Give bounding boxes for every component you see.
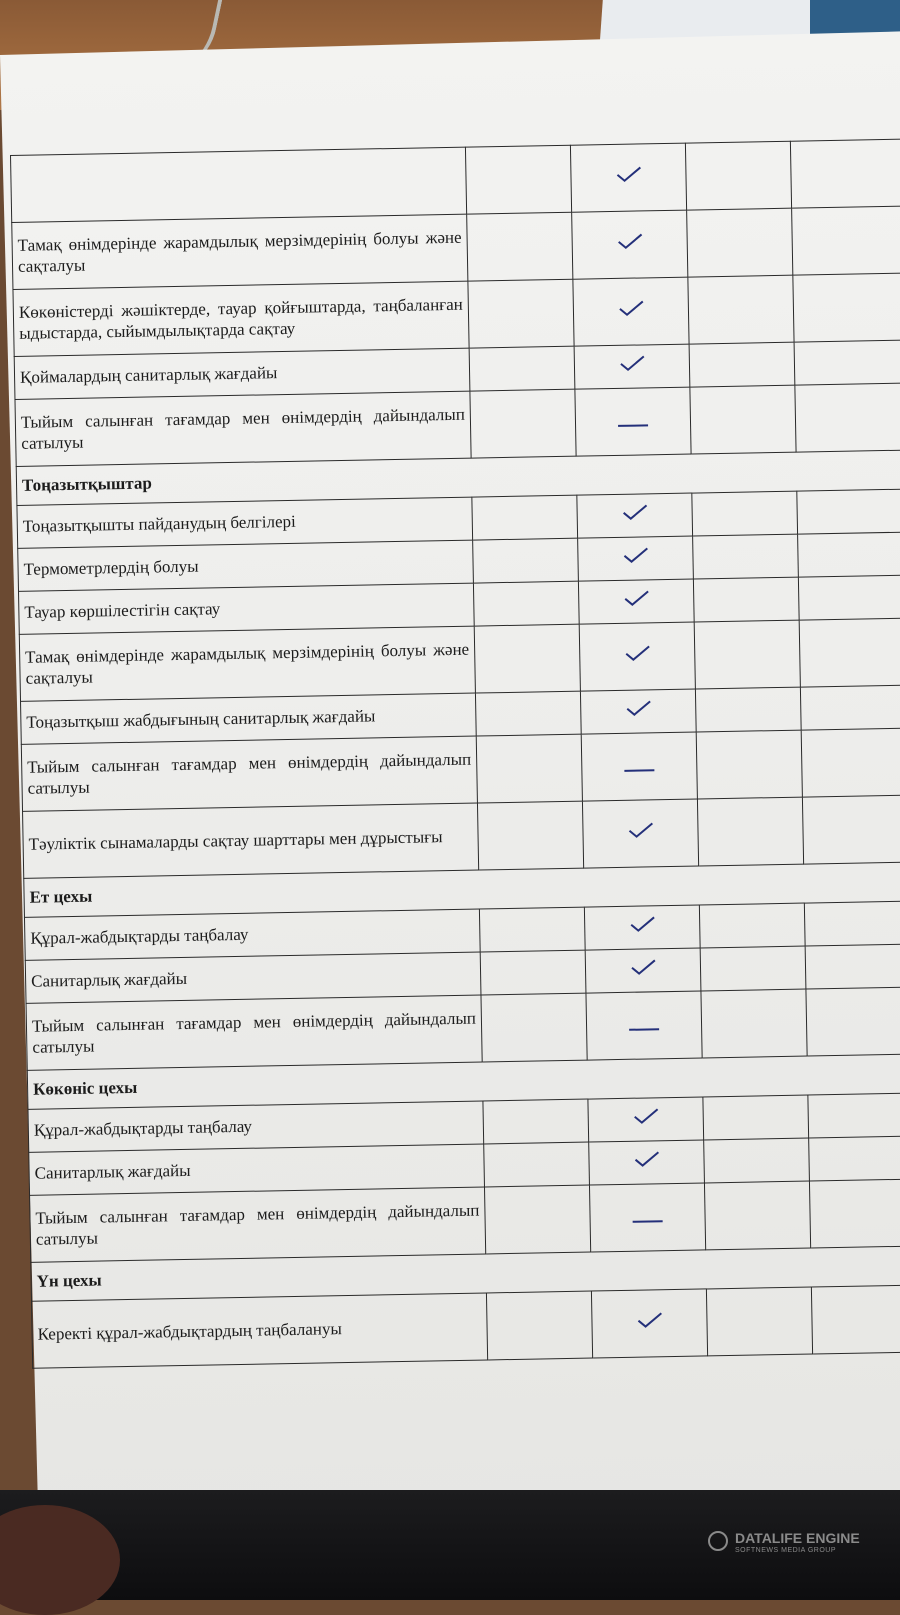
check-mark-icon <box>628 915 656 936</box>
checklist-table <box>10 138 900 1369</box>
cell-col-2 <box>578 536 694 581</box>
check-mark-icon <box>624 699 652 720</box>
criterion-text: Тыйым салынған тағамдар мен өнімдердің дайындалып сатылуы <box>30 1187 486 1262</box>
section-title: Көкөніс цехы <box>27 1053 900 1109</box>
cell-col-1 <box>473 538 579 583</box>
eye-logo-icon <box>708 1531 728 1551</box>
check-mark-icon <box>617 299 645 320</box>
cell-col-1 <box>473 581 579 626</box>
cell-col-2 <box>578 579 694 624</box>
cell-col-3 <box>688 275 794 344</box>
cell-col-4 <box>802 794 900 864</box>
cell-col-2 <box>573 277 689 346</box>
cell-col-1 <box>480 950 586 995</box>
cell-col-4 <box>806 986 900 1056</box>
cell-col-2 <box>580 689 696 734</box>
cell-col-3 <box>704 1138 810 1183</box>
cell-col-1 <box>483 1099 589 1144</box>
check-mark-icon <box>622 589 650 610</box>
dash-mark-icon <box>624 770 654 773</box>
cell-col-3 <box>689 342 795 387</box>
cell-col-2 <box>581 732 697 801</box>
cell-col-3 <box>687 208 793 277</box>
section-title: Ет цехы <box>24 861 900 917</box>
check-mark-icon <box>614 165 642 186</box>
criterion-text: Құрал-жабдықтарды таңбалау <box>24 909 480 960</box>
cell-col-3 <box>690 385 796 454</box>
cell-col-4 <box>797 488 900 534</box>
cell-col-1 <box>469 346 575 391</box>
cell-col-1 <box>470 389 576 458</box>
criterion-text: Термометрлердің болуы <box>18 540 474 591</box>
cell-col-4 <box>800 684 900 730</box>
cell-col-3 <box>694 620 800 689</box>
criterion-text: Тамақ өнімдерінде жарамдылық мерзімдерінің болуы және сақталуы <box>12 214 468 289</box>
check-mark-icon <box>620 503 648 524</box>
cell-col-2 <box>591 1289 707 1358</box>
cell-col-1 <box>484 1142 590 1187</box>
check-mark-icon <box>616 232 644 253</box>
check-mark-icon <box>618 354 646 375</box>
dash-mark-icon <box>633 1221 663 1224</box>
criterion-text: Тауар көршілестігін сақтау <box>18 583 474 634</box>
cell-col-3 <box>704 1181 810 1250</box>
cell-col-3 <box>703 1095 809 1140</box>
cell-col-2 <box>570 143 686 212</box>
cell-col-1 <box>467 212 573 281</box>
cell-col-3 <box>699 903 805 948</box>
checklist-body <box>11 138 900 1368</box>
cell-col-3 <box>700 946 806 991</box>
cell-col-1 <box>477 801 583 870</box>
cell-col-1 <box>474 624 580 693</box>
watermark-subtitle: SOFTNEWS MEDIA GROUP <box>735 1547 837 1554</box>
check-mark-icon <box>626 821 654 842</box>
cell-col-2 <box>582 799 698 868</box>
cell-description <box>11 147 467 222</box>
cell-col-1 <box>476 734 582 803</box>
cell-col-3 <box>695 687 801 732</box>
cell-col-2 <box>585 948 701 993</box>
cell-col-4 <box>809 1178 900 1248</box>
criterion-text: Тоңазытқышты пайданудың белгілері <box>17 497 473 548</box>
criterion-text: Керекті құрал-жабдықтардың таңбалануы <box>32 1293 488 1368</box>
cell-col-2 <box>584 905 700 950</box>
cell-col-4 <box>809 1135 900 1181</box>
check-mark-icon <box>621 546 649 567</box>
cell-col-4 <box>795 382 900 452</box>
cell-col-1 <box>475 691 581 736</box>
cell-col-1 <box>481 993 587 1062</box>
cell-col-2 <box>589 1183 705 1252</box>
cell-col-2 <box>589 1140 705 1185</box>
cell-col-4 <box>804 900 900 946</box>
criterion-text: Тыйым салынған тағамдар мен өнімдердің дайындалып сатылуы <box>21 736 477 811</box>
cell-col-1 <box>472 495 578 540</box>
cell-col-1 <box>479 907 585 952</box>
cell-col-4 <box>798 574 900 620</box>
criterion-text: Тыйым салынған тағамдар мен өнімдердің дайындалып сатылуы <box>15 391 471 466</box>
criterion-text: Тәуліктік сынамаларды сақтау шарттары мен дұрыстығы <box>23 803 479 878</box>
criterion-text: Қоймалардың санитарлық жағдайы <box>14 348 470 399</box>
check-mark-icon <box>623 644 651 665</box>
dash-mark-icon <box>618 425 648 428</box>
cell-col-4 <box>793 272 900 342</box>
cell-col-4 <box>799 617 900 687</box>
criterion-text: Санитарлық жағдайы <box>25 952 481 1003</box>
criterion-text: Тоңазытқыш жабдығының санитарлық жағдайы <box>21 693 477 744</box>
criterion-text: Құрал-жабдықтарды таңбалау <box>28 1101 484 1152</box>
cell-col-4 <box>801 727 900 797</box>
check-mark-icon <box>635 1311 663 1332</box>
cell-col-3 <box>706 1287 812 1356</box>
cell-col-2 <box>579 622 695 691</box>
cell-col-3 <box>693 534 799 579</box>
criterion-text: Санитарлық жағдайы <box>29 1144 485 1195</box>
cell-col-3 <box>697 797 803 866</box>
cell-col-3 <box>685 141 791 210</box>
cell-col-4 <box>790 138 900 208</box>
cell-col-4 <box>792 205 900 275</box>
criterion-text: Көкөністерді жәшіктерде, тауар қойғыштарда, таңбаланған ыдыстарда, сыйымдылықтарда сақтау <box>13 281 469 356</box>
criterion-text: Тыйым салынған тағамдар мен өнімдердің дайындалып сатылуы <box>26 995 482 1070</box>
cell-col-3 <box>701 989 807 1058</box>
cell-col-4 <box>805 943 900 989</box>
cell-col-4 <box>811 1284 900 1354</box>
check-mark-icon <box>629 958 657 979</box>
cell-col-2 <box>577 493 693 538</box>
cell-col-1 <box>465 145 571 214</box>
cell-col-4 <box>794 339 900 385</box>
section-title: Тоңазытқыштар <box>16 449 900 505</box>
cell-col-1 <box>468 279 574 348</box>
cell-col-1 <box>486 1291 592 1360</box>
watermark-title: DATALIFE ENGINE <box>735 1530 860 1546</box>
cell-col-1 <box>484 1185 590 1254</box>
cell-col-2 <box>575 387 691 456</box>
check-mark-icon <box>632 1150 660 1171</box>
check-mark-icon <box>632 1107 660 1128</box>
cell-col-4 <box>798 531 900 577</box>
cell-col-3 <box>696 730 802 799</box>
cell-col-3 <box>692 491 798 536</box>
cell-col-3 <box>693 577 799 622</box>
dash-mark-icon <box>629 1029 659 1032</box>
cell-col-2 <box>586 991 702 1060</box>
cell-col-2 <box>572 210 688 279</box>
cell-col-2 <box>574 344 690 389</box>
cell-col-4 <box>808 1092 900 1138</box>
criterion-text: Тамақ өнімдерінде жарамдылық мерзімдерінің болуы және сақталуы <box>19 626 475 701</box>
section-title: Үн цехы <box>31 1245 900 1301</box>
cell-col-2 <box>588 1097 704 1142</box>
